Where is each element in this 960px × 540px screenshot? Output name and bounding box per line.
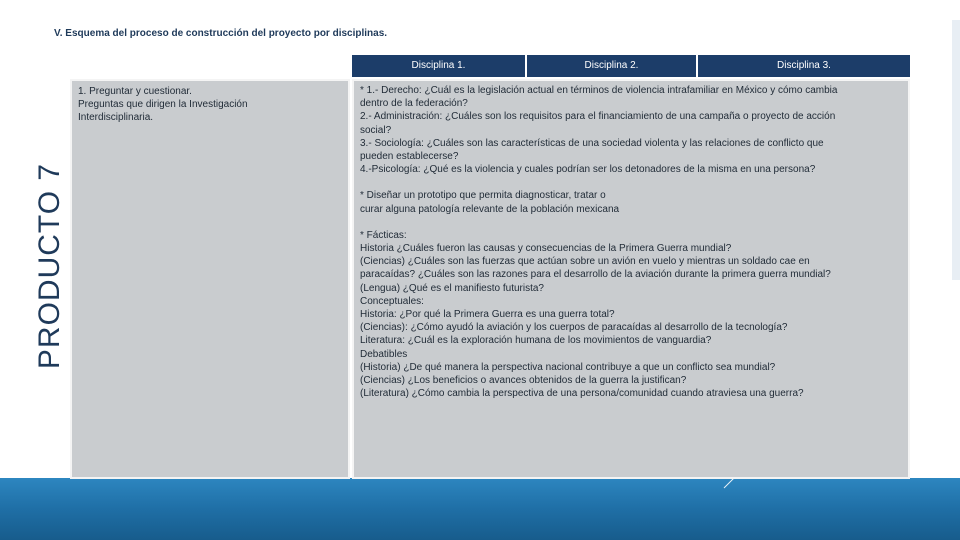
right-cell (352, 79, 910, 479)
prototype-block: * Diseñar un prototipo que permita diagnosticar, tratar o curar alguna patología relevante de la población mexicana (360, 190, 620, 215)
header-disciplina-3: Disciplina 3. (698, 55, 910, 77)
question-types-block: * Fácticas: Historia ¿Cuáles fueron las causas y consecuencias de la Primera Guerra mundial? (Ciencias) ¿Cuáles son las fuerzas que actúan sobre un avión en vuelo y mientras un soldado cae en paracaídas? ¿Cuáles son las razones para el desarrollo de la aviación durante la primera guerra mundial? (Lengua) ¿Qué es el manifiesto futurista? Conceptuales: Historia: ¿Por qué la Primera Guerra es una guerra total? (Ciencias): ¿Cómo ayudó la aviación y los cuerpos de paracaídas al desarrollo de la tecnología? Literatura: ¿Cuál es la exploración humana de los movimientos de vanguardia? Debatibles (Historia) ¿De qué manera la perspectiva nacional contribuye a que un conflicto sea mundial? (Ciencias) ¿Los beneficios o avances obtenidos de la guerra la justifican? (Literatura) ¿Cómo cambia la perspectiva de una persona/comunidad cuando atraviesa una guerra? (360, 229, 831, 400)
bottom-blue-band (0, 478, 960, 540)
slide-title: V. Esquema del proceso de construcción del proyecto por disciplinas. (54, 28, 388, 39)
product-side-label: PRODUCTO 7 (33, 162, 66, 370)
header-disciplina-2: Disciplina 2. (527, 55, 696, 77)
header-disciplina-1: Disciplina 1. (352, 55, 525, 77)
discipline-questions-block: * 1.- Derecho: ¿Cuál es la legislación actual en términos de violencia intrafamiliar en México y cómo cambia dentro de la federación? 2.- Administración: ¿Cuáles son los requisitos para el financiamiento de una campaña o proyecto de acción social? 3.- Sociología: ¿Cuáles son las características de una sociedad violenta y las relaciones de conflicto que pueden establecerse? 4.-Psicología: ¿Qué es la violencia y cuales podrían ser los detonadores de la misma en una persona? (360, 85, 838, 176)
left-cell-text: 1. Preguntar y cuestionar. Preguntas que dirigen la Investigación Interdisciplinaria. (78, 86, 248, 124)
left-cell (70, 79, 350, 479)
